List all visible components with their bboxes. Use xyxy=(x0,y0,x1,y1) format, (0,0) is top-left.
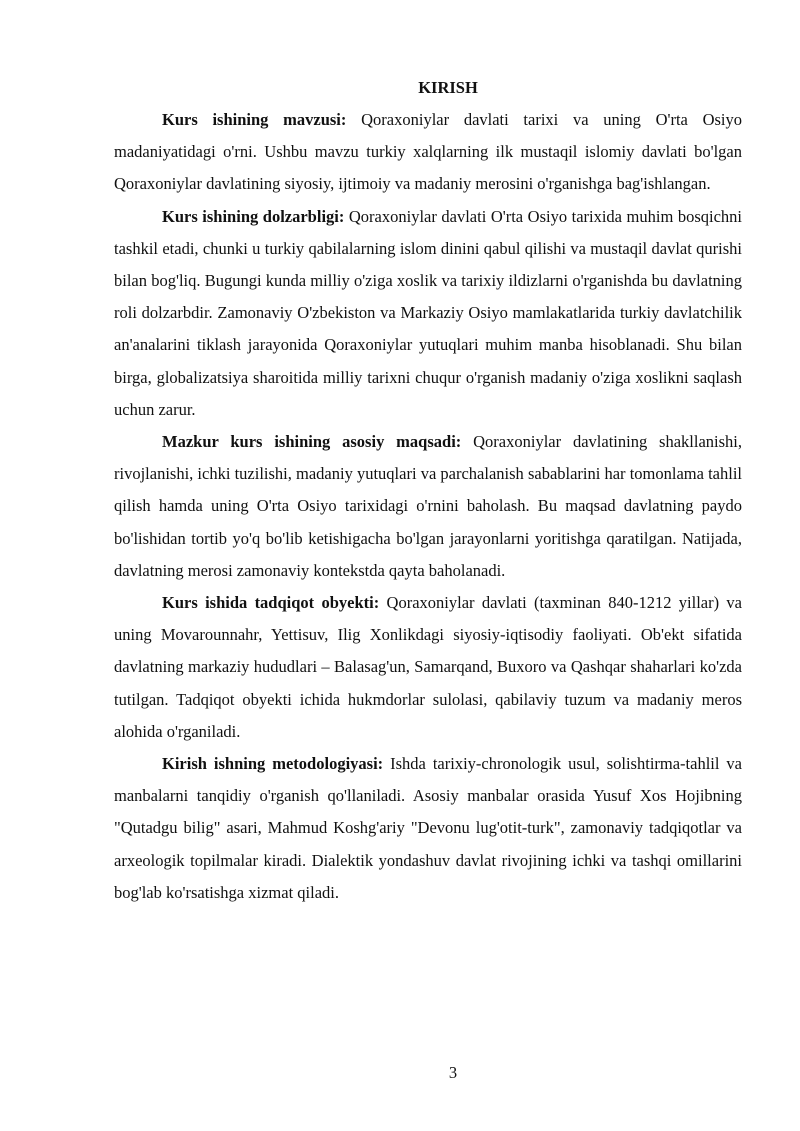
paragraph-research-object-body: Qoraxoniylar davlati (taxminan 840-1212 yillar) va uning Movarounnahr, Yettisuv, Ilig Xonlikdagi siyosiy-iqtisodiy faoliyati. Ob'ekt sifatida davlatning markaziy hududlari – Balasag'un, Samarqand, Buxoro va Qashqar shaharlari ko'zda tutilgan. Tadqiqot obyekti ichida hukmdorlar sulolasi, qabilaviy tuzum va madaniy meros alohida o'rganiladi. xyxy=(114,593,742,741)
paragraph-relevance-lead: Kurs ishining dolzarbligi: xyxy=(162,206,345,226)
paragraph-relevance-body: Qoraxoniylar davlati O'rta Osiyo tarixida muhim bosqichni tashkil etadi, chunki u turkiy qabilalarning islom dinini qabul qilishi va mustaqil davlat qurishi bilan bog'liq. Bugungi kunda milliy o'ziga xoslik va tarixiy ildizlarni o'rganishda bu davlatning roli dolzarbdir. Zamonaviy O'zbekiston va Markaziy Osiyo mamlakatlarida turkiy davlatchilik an'analarini tiklash jarayonida Qoraxoniylar yutuqlari muhim manba hisoblanadi. Shu bilan birga, globalizatsiya sharoitida milliy tarixni chuqur o'rganish madaniy o'ziga xoslikni saqlash uchun zarur. xyxy=(114,206,742,419)
section-heading: KIRISH xyxy=(418,78,478,97)
paragraph-research-object xyxy=(114,587,742,748)
paragraph-goal-lead: Mazkur kurs ishining asosiy maqsadi: xyxy=(162,432,462,452)
paragraph-research-object-lead: Kurs ishida tadqiqot obyekti: xyxy=(162,593,380,613)
paragraph-methodology-body: Ishda tarixiy-chronologik usul, solishtirma-tahlil va manbalarni tanqidiy o'rganish qo'llaniladi. Asosiy manbalar orasida Yusuf Xos Hojibning "Qutadgu bilig" asari, Mahmud Koshg'ariy "Devonu lug'otit-turk", zamonaviy tadqiqotlar va arxeologik topilmalar kiradi. Dialektik yondashuv davlat rivojining ichki va tashqi omillarini bog'lab ko'rsatishga xizmat qiladi. xyxy=(114,754,743,902)
paragraph-relevance xyxy=(114,201,742,426)
paragraph-methodology xyxy=(114,748,742,909)
paragraph-topic-lead: Kurs ishining mavzusi: xyxy=(162,110,347,129)
paragraph-goal xyxy=(114,426,742,587)
paragraph-goal-body: Qoraxoniylar davlatining shakllanishi, rivojlanishi, ichki tuzilishi, madaniy yutuqlari va parchalanish sabablarini har tomonlama tahlil qilish hamda uning O'rta Osiyo tarixidagi o'rnini baholash. Bu maqsad davlatning paydo bo'lishidan tortib yo'q bo'lib ketishigacha bo'lgan jarayonlarni yoritishga qaratilgan. Natijada, davlatning merosi zamonaviy kontekstda qayta baholanadi. xyxy=(114,432,743,580)
paragraph-topic-body: Qoraxoniylar davlati tarixi va uning O'rta Osiyo madaniyatidagi o'rni. Ushbu mavzu turkiy xalqlarning ilk mustaqil islomiy davlati bo'lgan Qoraxoniylar davlatining siyosiy, ijtimoiy va madaniy merosini o'rganishga bag'ishlangan. xyxy=(114,110,742,194)
paragraph-methodology-lead: Kirish ishning metodologiyasi: xyxy=(162,754,384,774)
paragraph-topic xyxy=(114,104,742,201)
page-number: 3 xyxy=(448,1063,458,1082)
document-page xyxy=(114,76,742,909)
